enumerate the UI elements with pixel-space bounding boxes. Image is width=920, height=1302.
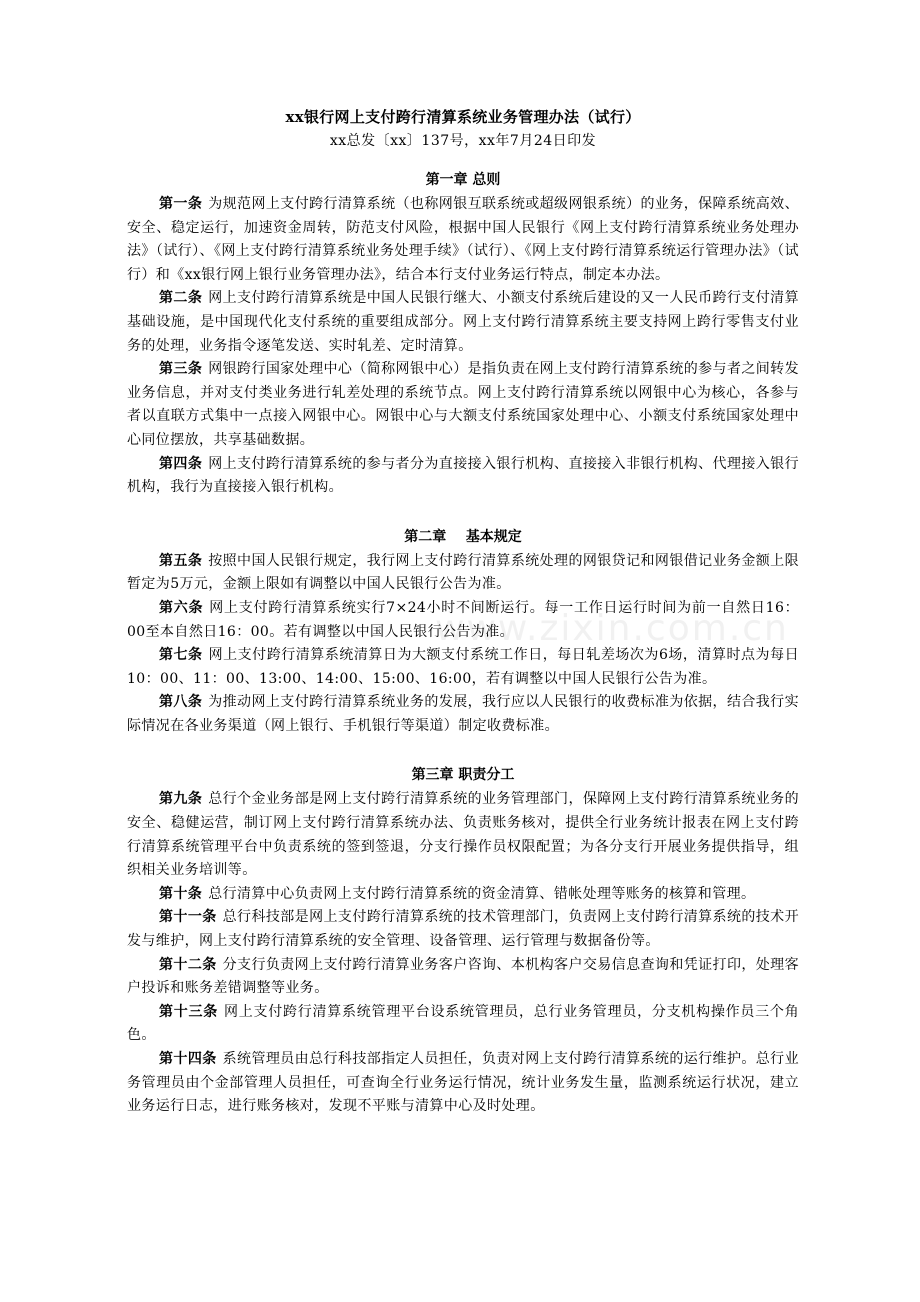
article-label: 第一条 <box>159 196 203 212</box>
article-text: 总行清算中心负责网上支付跨行清算系统的资金清算、错帐处理等账务的核算和管理。 <box>208 885 756 902</box>
article-6 <box>127 597 799 644</box>
article-text: 为规范网上支付跨行清算系统（也称网银互联系统或超级网银系统）的业务，保障系统高效、安全、稳定运行，加速资金周转，防范支付风险，根据中国人民银行《网上支付跨行清算系统业务处理办法》（试行）、《网上支付跨行清算系统业务处理手续》（试行）、《网上支付跨行清算系统运行管理办法》（试行）和《xx银行网上银行业务管理办法》，结合本行支付业务运行特点，制定本办法。 <box>127 196 799 283</box>
article-label: 第三条 <box>159 361 203 378</box>
chapter-title: 第三章 职责分工 <box>411 767 515 784</box>
article-label: 第七条 <box>159 647 203 664</box>
watermark: www.zixin.com.cn <box>435 608 789 649</box>
article-text: 网上支付跨行清算系统实行7×24小时不间断运行。每一工作日运行时间为前一自然日16：00至本自然日16：00。若有调整以中国人民银行公告为准。 <box>127 599 799 640</box>
article-text: 分支行负责网上支付跨行清算业务客户咨询、本机构客户交易信息查询和凭证打印，处理客户投诉和账务差错调整等业务。 <box>127 956 799 997</box>
article-label: 第五条 <box>159 552 203 569</box>
article-1 <box>127 193 799 287</box>
article-text: 总行个金业务部是网上支付跨行清算系统的业务管理部门，保障网上支付跨行清算系统业务的安全、稳健运营，制订网上支付跨行清算系统办法、负责账务核对，提供全行业务统计报表在网上支付跨行清算系统管理平台中负责系统的签到签退，分支行操作员权限配置；为各分支行开展业务提供指导，组织相关业务培训等。 <box>127 791 799 879</box>
article-label: 第二条 <box>159 290 203 307</box>
article-3 <box>127 358 799 452</box>
article-label: 第十一条 <box>159 909 217 926</box>
article-11 <box>127 906 799 953</box>
article-label: 第六条 <box>159 599 204 616</box>
article-label: 第九条 <box>159 791 203 808</box>
chapter-title: 第一章 总则 <box>425 172 501 188</box>
article-text: 为推动网上支付跨行清算系统业务的发展，我行应以人民银行的收费标准为依据，结合我行实际情况在各业务渠道（网上银行、手机银行等渠道）制定收费标准。 <box>127 694 799 734</box>
article-text: 网银跨行国家处理中心（简称网银中心）是指负责在网上支付跨行清算系统的参与者之间转发业务信息，并对支付类业务进行轧差处理的系统节点。网上支付跨行清算系统以网银中心为核心，各参与者以直联方式集中一点接入网银中心。网银中心与大额支付系统国家处理中心、小额支付系统国家处理中心同位摆放，共享基础数据。 <box>127 361 799 448</box>
article-8 <box>127 691 799 738</box>
article-10 <box>127 883 799 907</box>
article-14 <box>127 1048 799 1119</box>
chapter-3 <box>127 762 799 1118</box>
article-12 <box>127 954 799 1001</box>
article-9 <box>127 788 799 882</box>
article-text: 系统管理员由总行科技部指定人员担任，负责对网上支付跨行清算系统的运行维护。总行业务管理员由个金部管理人员担任，可查询全行业务运行情况，统计业务发生量，监测系统运行状况，建立业务运行日志，进行账务核对，发现不平账与清算中心及时处理。 <box>127 1051 799 1115</box>
article-text: 网上支付跨行清算系统清算日为大额支付系统工作日，每日轧差场次为6场，清算时点为每日10：00、11：00、13:00、14:00、15:00、16:00，若有调整以中国人民银行公告为准。 <box>127 647 800 687</box>
article-text: 网上支付跨行清算系统是中国人民银行继大、小额支付系统后建设的又一人民币跨行支付清算基础设施，是中国现代化支付系统的重要组成部分。网上支付跨行清算系统主要支持网上跨行零售支付业务的处理，业务指令逐笔发送、实时轧差、定时清算。 <box>127 290 799 354</box>
article-text: 网上支付跨行清算系统的参与者分为直接接入银行机构、直接接入非银行机构、代理接入银行机构，我行为直接接入银行机构。 <box>127 455 799 496</box>
article-label: 第十条 <box>159 885 203 902</box>
article-7 <box>127 644 799 691</box>
article-text: 网上支付跨行清算系统管理平台设系统管理员，总行业务管理员，分支机构操作员三个角色。 <box>127 1003 799 1044</box>
document-subtitle: xx总发〔xx〕137号，xx年7月24日印发 <box>329 133 597 149</box>
article-text: 总行科技部是网上支付跨行清算系统的技术管理部门，负责网上支付跨行清算系统的技术开发与维护，网上支付跨行清算系统的安全管理、设备管理、运行管理与数据备份等。 <box>127 909 799 950</box>
chapter-title: 第二章 基本规定 <box>404 528 522 545</box>
article-5 <box>127 550 799 597</box>
document-page <box>127 106 799 1119</box>
article-13 <box>127 1001 799 1048</box>
article-label: 第八条 <box>159 694 203 711</box>
article-label: 第十三条 <box>159 1003 219 1020</box>
document-title: xx银行网上支付跨行清算系统业务管理办法（试行） <box>285 108 641 126</box>
chapter-1 <box>127 167 799 500</box>
article-2 <box>127 287 799 358</box>
article-label: 第十二条 <box>159 956 217 973</box>
article-4 <box>127 453 799 500</box>
article-label: 第四条 <box>159 455 203 472</box>
chapter-2 <box>127 524 799 739</box>
article-label: 第十四条 <box>159 1051 217 1067</box>
article-text: 按照中国人民银行规定，我行网上支付跨行清算系统处理的网银贷记和网银借记业务金额上限暂定为5万元，金额上限如有调整以中国人民银行公告为准。 <box>127 552 799 593</box>
